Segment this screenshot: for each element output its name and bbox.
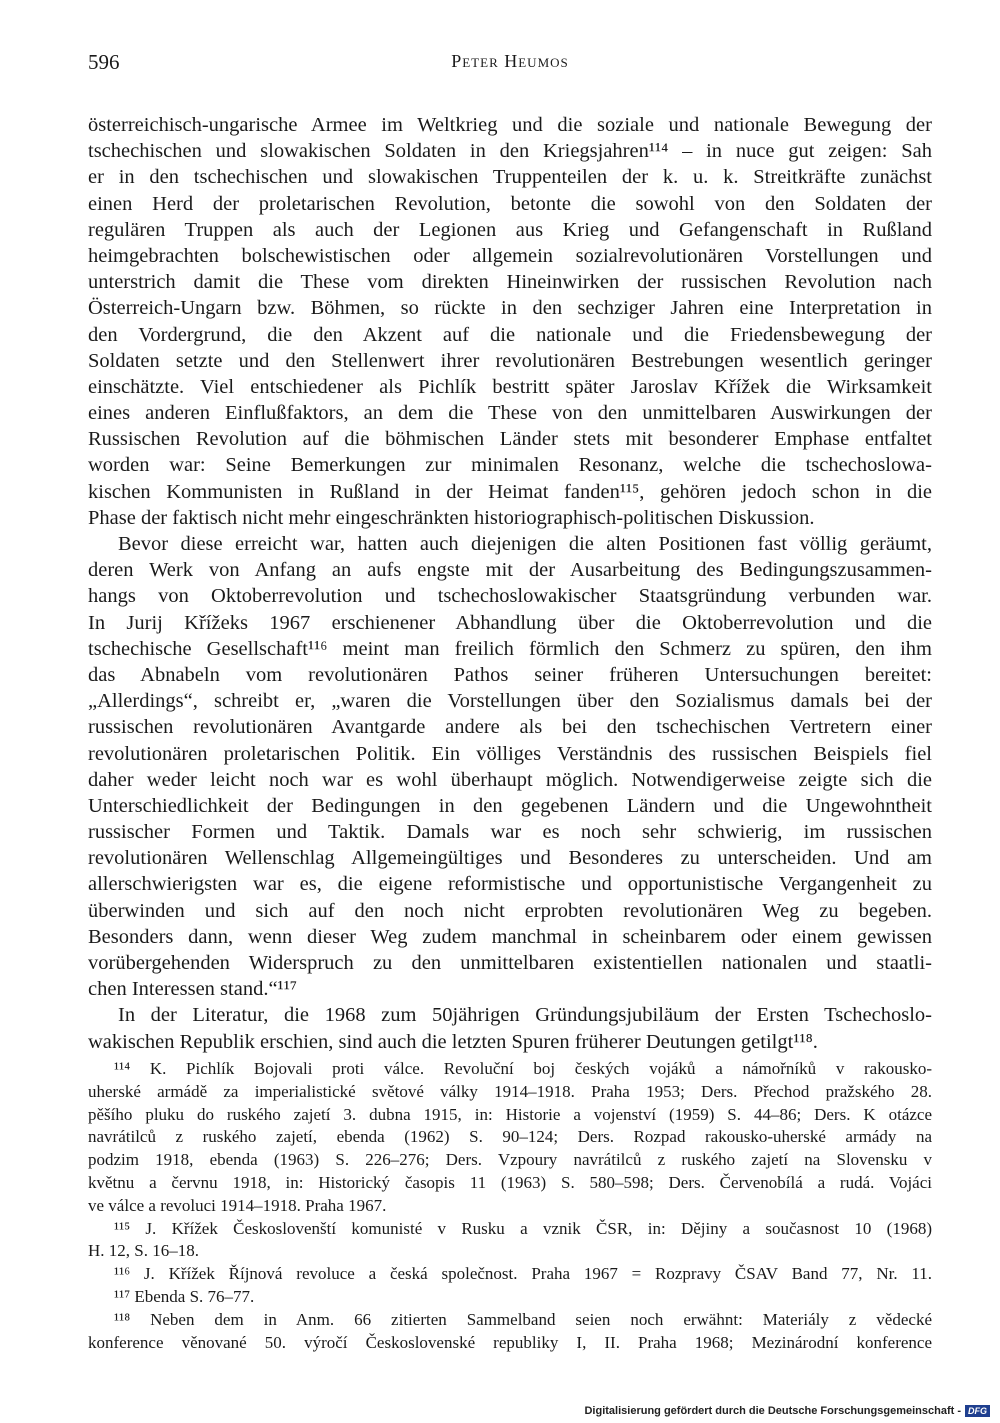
digitization-footer xyxy=(584,1405,990,1417)
body-line: Österreich-Ungarn bzw. Böhmen, so rückte in den sechziger Jahren eine Interpretation in xyxy=(88,297,932,320)
footnote-line: podzim 1918, ebenda (1963) S. 226–276; Ders. Vzpoury navrátilců z ruského zajetí na Slovensku v xyxy=(88,1150,932,1170)
body-line: Soldaten setzte und den Stellenwert ihrer revolutionären Bestrebungen wesentlich geringer xyxy=(88,349,932,372)
body-line: das Abnabeln vom revolutionären Pathos seiner früheren Untersuchungen bereitet: xyxy=(88,663,932,686)
footnote-line: ¹¹⁴ K. Pichlík Bojovali proti válce. Revoluční boj českých vojáků a námořníků v rakousko- xyxy=(114,1059,932,1078)
body-line: In der Literatur, die 1968 zum 50jährigen Gründungsjubiläum der Ersten Tschechoslo- xyxy=(118,1004,932,1027)
body-line: einen Herd der proletarischen Revolution, betonte die sowohl von den Soldaten der xyxy=(88,192,932,215)
footnote-line: ¹¹⁶ J. Křížek Říjnová revoluce a česká společnost. Praha 1967 = Rozpravy ČSAV Band 77, Nr. 11. xyxy=(114,1264,932,1284)
body-text xyxy=(88,112,932,1055)
page-header xyxy=(88,50,932,80)
body-line: Phase der faktisch nicht mehr eingeschränkten historiographisch-politischen Diskussion. xyxy=(88,506,815,529)
body-line: revolutionären Wellenschlag Allgemeingültiges und Besonderes zu unterscheiden. Und am xyxy=(88,847,932,870)
footnote-line: ¹¹⁸ Neben dem in Anm. 66 zitierten Sammelband seien noch erwähnt: Materiály z vědecké xyxy=(114,1309,932,1329)
body-line: tschechische Gesellschaft¹¹⁶ meint man freilich förmlich den Schmerz zu spüren, den ihm xyxy=(88,637,932,660)
body-line: russischer Formen und Taktik. Damals war es noch sehr schwierig, im russischen xyxy=(88,821,932,844)
body-line: Bevor diese erreicht war, hatten auch diejenigen die alten Positionen fast völlig geräumt, xyxy=(118,533,932,555)
body-line: In Jurij Křížeks 1967 erschienener Abhandlung über die Oktoberrevolution und die xyxy=(88,611,932,634)
footnote-line: konference věnované 50. výročí Československé republiky I, II. Praha 1968; Mezinárodní konference xyxy=(88,1332,932,1352)
footnote-line: pěšího pluku do ruského zajetí 3. dubna 1915, in: Historie a vojenství (1959) S. 44–86; Ders. K otázce xyxy=(88,1104,932,1124)
body-line: überwinden und sich auf den noch nicht erprobten revolutionären Weg zu begeben. xyxy=(88,899,932,922)
footnote-line: H. 12, S. 16–18. xyxy=(88,1241,199,1261)
body-line: den Vordergrund, die den Akzent auf die nationale und die Friedensbewegung der xyxy=(88,323,932,346)
footer-credit: Digitalisierung gefördert durch die Deutsche Forschungsgemeinschaft - xyxy=(584,1405,961,1417)
body-line: worden war: Seine Bemerkungen zur minimalen Resonanz, welche die tschechoslowa- xyxy=(88,454,932,477)
footnote-line: květnu a červnu 1918, in: Historický časopis 11 (1963) S. 580–598; Ders. Červenobílá a rudá. Vojáci xyxy=(88,1172,932,1192)
body-line: Unterschiedlichkeit der Bedingungen in den gegebenen Ländern und die Ungewohntheit xyxy=(88,794,932,817)
body-line: russischen revolutionären Avantgarde andere als bei den tschechischen Vertretern einer xyxy=(88,716,932,739)
body-line: vorübergehenden Widerspruch zu den unmittelbaren existentiellen nationalen und staatli- xyxy=(88,952,932,974)
footnote-line: ¹¹⁵ J. Křížek Českoslovenští komunisté v Rusku a vznik ČSR, in: Dějiny a současnost 10 (1968) xyxy=(114,1218,932,1238)
body-line: einschätzte. Viel entschiedener als Pichlík bestritt später Jaroslav Křížek die Wirksamkeit xyxy=(88,375,932,398)
body-line: unterstrich damit die These vom direkten Hineinwirken der russischen Revolution nach xyxy=(88,271,932,294)
body-line: Besonders dann, wenn dieser Weg zudem manchmal in scheinbarem oder einem gewissen xyxy=(88,925,932,948)
body-line: „Allerdings“, schreibt er, „waren die Vorstellungen über den Sozialismus damals bei der xyxy=(88,690,932,713)
footnote-line: uherské armádě za imperialistické světové války 1914–1918. Praha 1953; Ders. Přechod pražského 28. xyxy=(88,1081,932,1101)
body-line: regulären Truppen als auch der Legionen aus Krieg und Gefangenschaft in Rußland xyxy=(88,218,932,241)
body-line: revolutionären proletarischen Politik. Ein völliges Verständnis des russischen Beispiels fiel xyxy=(88,742,932,765)
body-line: allerschwierigsten war es, die eigene reformistische und opportunistische Vergangenheit zu xyxy=(88,873,932,896)
body-line: daher weder leicht noch war es wohl überhaupt möglich. Notwendigerweise zeigte sich die xyxy=(88,768,932,791)
body-line: tschechischen und slowakischen Soldaten in den Kriegsjahren¹¹⁴ – in nuce gut zeigen: Sah xyxy=(88,140,932,163)
body-line: heimgebrachten bolschewistischen oder allgemein sozialrevolutionären Vorstellungen und xyxy=(88,244,932,267)
running-head: Peter Heumos xyxy=(451,51,569,71)
body-line: Russischen Revolution auf die böhmischen Länder stets mit besonderer Emphase entfaltet xyxy=(88,428,932,451)
page-number: 596 xyxy=(88,50,120,74)
body-line: kischen Kommunisten in Rußland in der Heimat fanden¹¹⁵, gehören jedoch schon in die xyxy=(88,480,932,503)
body-line: er in den tschechischen und slowakischen Truppenteilen der k. u. k. Streitkräfte zunächst xyxy=(88,166,932,189)
body-line: chen Interessen stand.“¹¹⁷ xyxy=(88,978,297,1001)
body-line: deren Werk von Anfang an aufs engste mit der Ausarbeitung des Bedingungszusammen- xyxy=(88,559,932,582)
body-line: hangs von Oktoberrevolution und tschechoslowakischer Staatsgründung verbunden war. xyxy=(88,585,932,608)
footnote-line: navrátilců z ruského zajetí, ebenda (1962) S. 90–124; Ders. Rozpad rakousko-uherské armády na xyxy=(88,1127,932,1147)
body-line: österreichisch-ungarische Armee im Weltkrieg und die soziale und nationale Bewegung der xyxy=(88,114,932,136)
body-line: eines anderen Einflußfaktors, an dem die These von den unmittelbaren Auswirkungen der xyxy=(88,402,932,425)
footnote-line: ve válce a revoluci 1914–1918. Praha 1967. xyxy=(88,1195,387,1215)
dfg-logo-icon: DFG xyxy=(965,1405,990,1417)
body-line: wakischen Republik erschien, sind auch die letzten Spuren früherer Deutungen getilgt¹¹⁸. xyxy=(88,1030,818,1053)
footnotes xyxy=(88,1058,932,1354)
footnote-line: ¹¹⁷ Ebenda S. 76–77. xyxy=(114,1286,255,1306)
